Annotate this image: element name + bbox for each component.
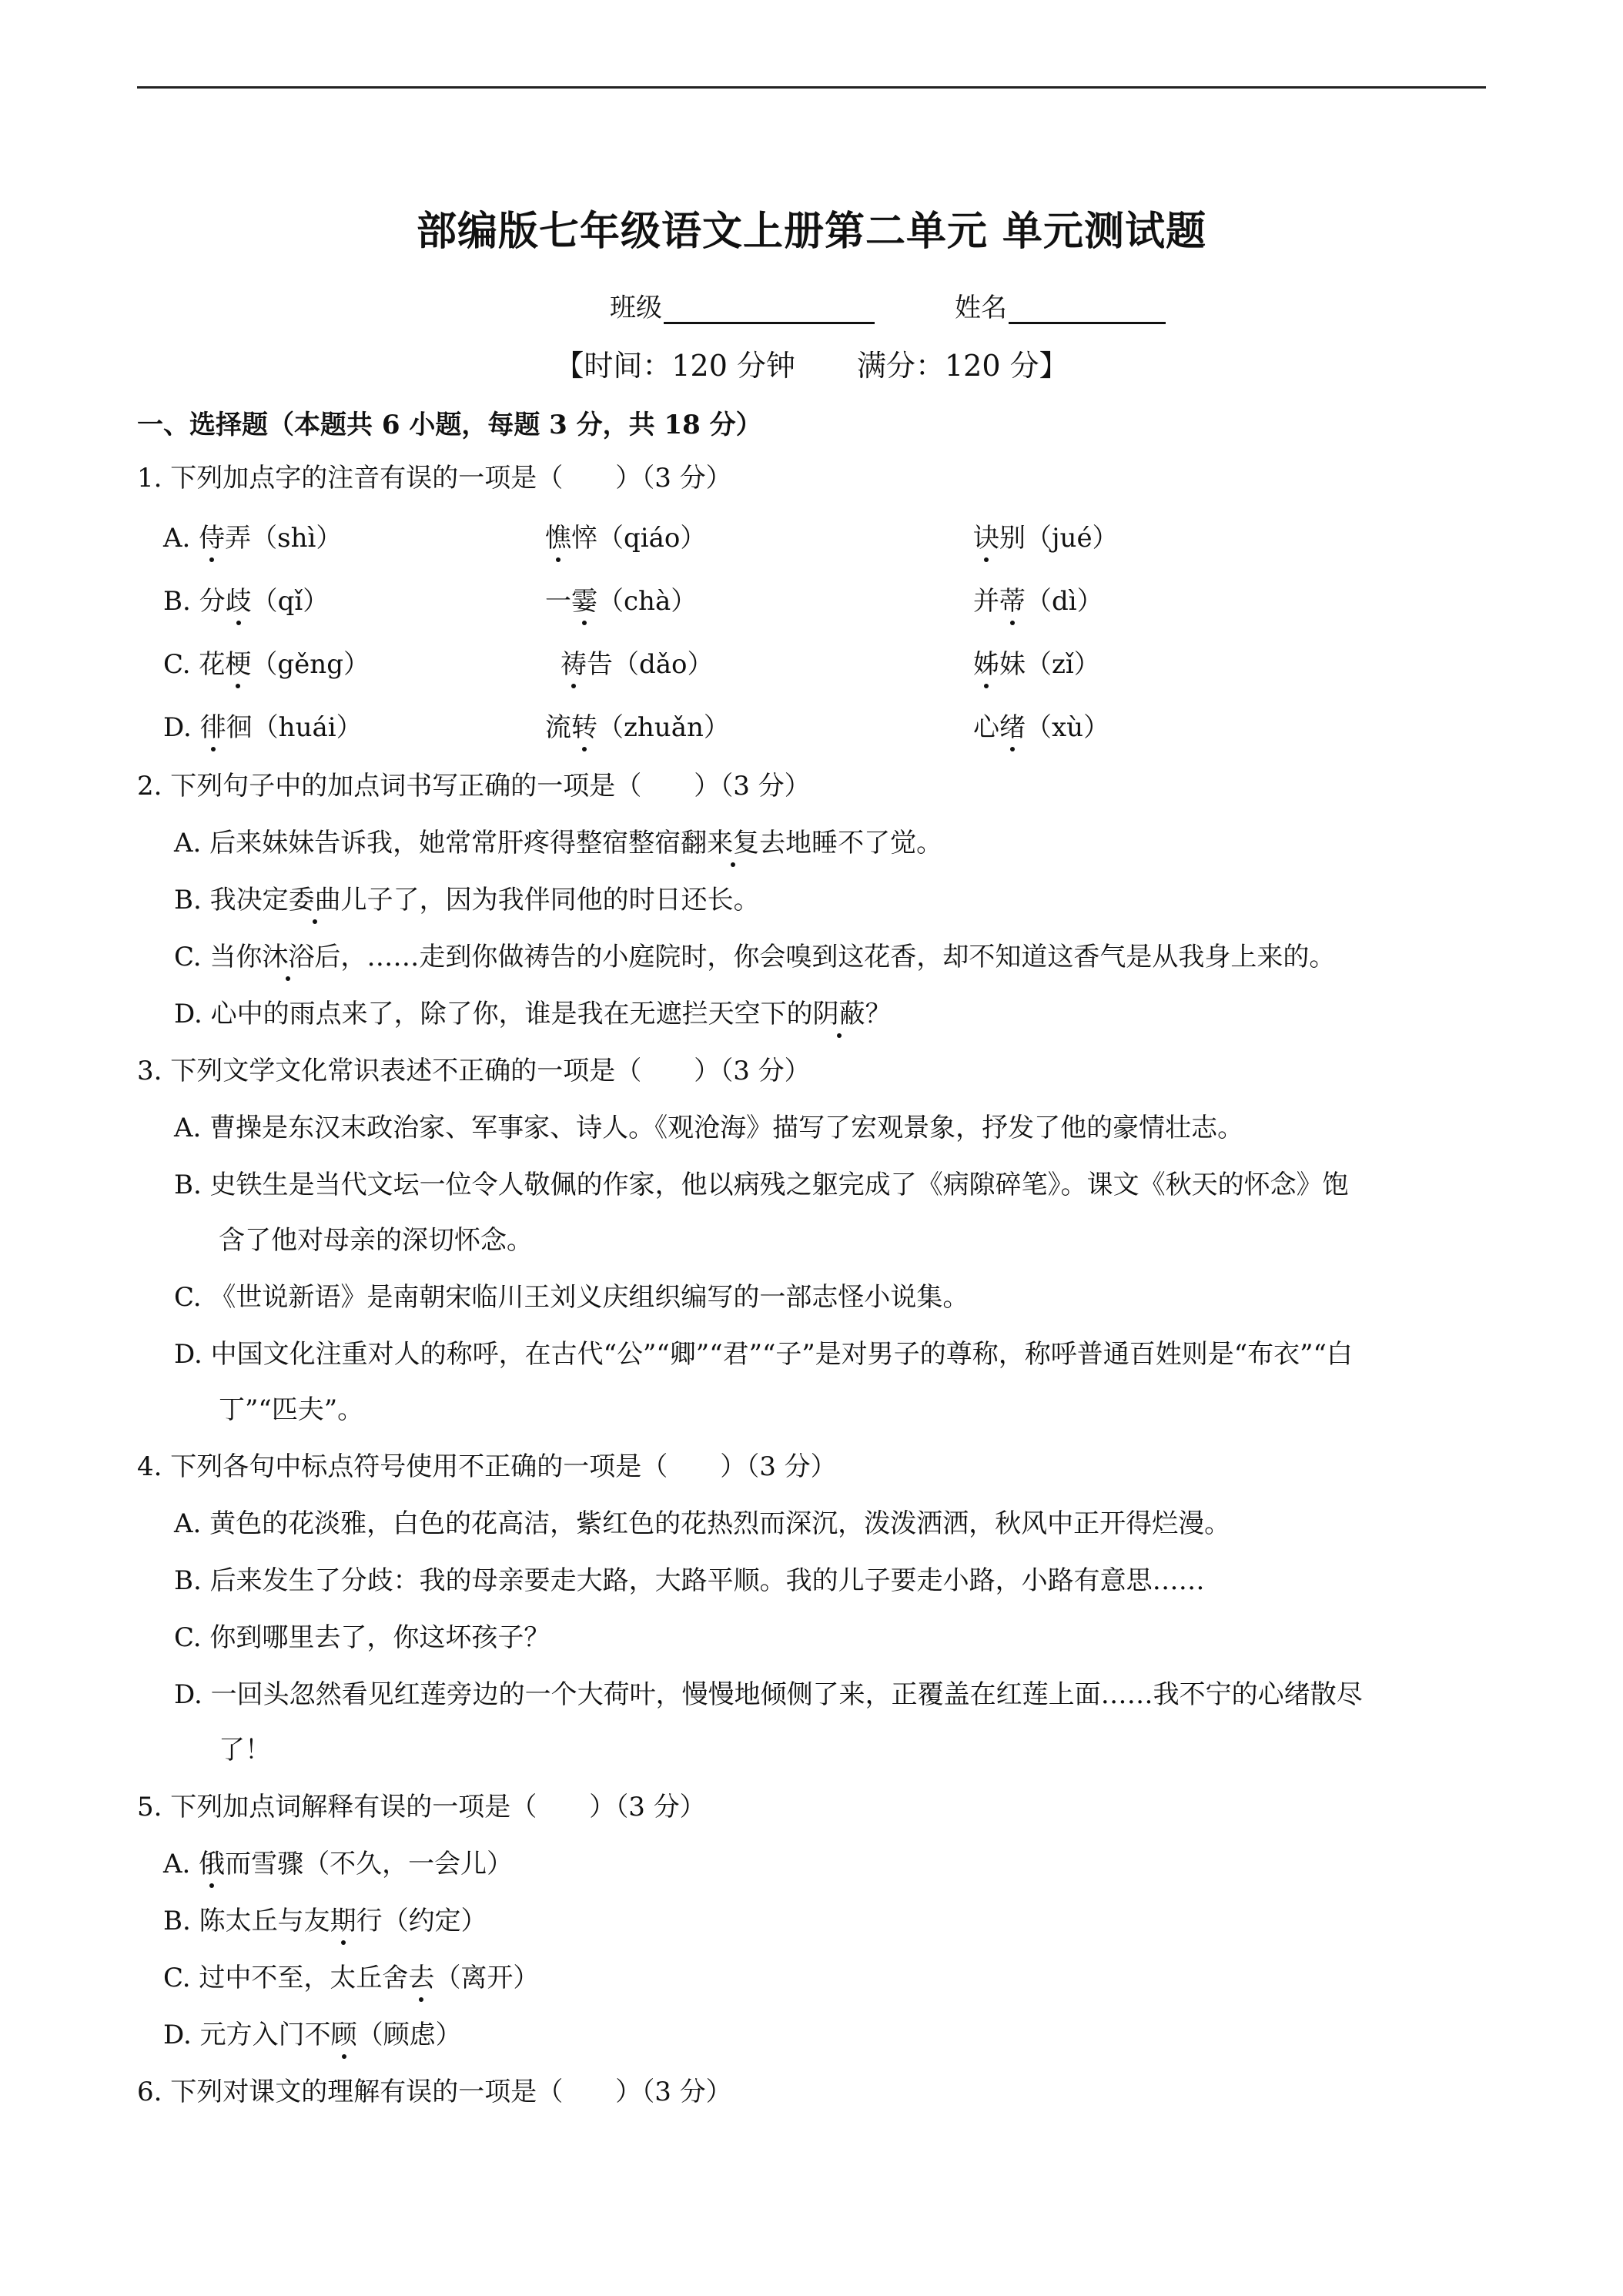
- emphasis-char: 转: [571, 710, 597, 745]
- q3-option-b-cont: 含了他对母亲的深切怀念。: [219, 1225, 533, 1256]
- q1-option-b1: B. 分歧（qǐ）: [163, 584, 329, 619]
- emphasis-word: 沐浴: [262, 939, 314, 975]
- emphasis-char: 憔: [545, 520, 571, 556]
- class-field: [610, 286, 875, 324]
- question-1-stem: 1. 下列加点字的注音有误的一项是（ ）（3 分）: [137, 463, 732, 494]
- q1-option-a3: 诀别（jué）: [973, 520, 1119, 556]
- emphasis-char: 绪: [999, 710, 1026, 745]
- emphasis-char: 诀: [973, 520, 999, 556]
- emphasis-char: 姊: [973, 647, 999, 682]
- q4-option-c: C. 你到哪里去了，你这坏孩子？: [174, 1622, 550, 1653]
- name-field: [955, 286, 1166, 324]
- q5-option-c: C. 过中不至，太丘舍去（离开）: [163, 1960, 539, 1996]
- q5-option-b: B. 陈太丘与友期行（约定）: [163, 1903, 487, 1939]
- q5-option-a: A. 俄而雪骤（不久，一会儿）: [163, 1846, 513, 1882]
- emphasis-char: 顾: [331, 2017, 357, 2053]
- q2-option-c: C. 当你沐浴后，……走到你做祷告的小庭院时，你会嗅到这花香，却不知道这香气是从我身上来的。: [174, 939, 1335, 975]
- q2-option-d: D. 心中的雨点来了，除了你，谁是我在无遮拦天空下的阴蔽？: [174, 996, 892, 1032]
- q1-option-a1: A. 侍弄（shì）: [163, 520, 342, 556]
- emphasis-char: 俄: [199, 1846, 225, 1882]
- q1-option-d2: 流转（zhuǎn）: [545, 710, 730, 745]
- emphasis-char: 去: [408, 1960, 434, 1996]
- q1-option-c2: 祷告（dǎo）: [561, 647, 714, 682]
- q4-option-b: B. 后来发生了分歧：我的母亲要走大路，大路平顺。我的儿子要走小路，小路有意思……: [174, 1565, 1205, 1596]
- class-blank[interactable]: [664, 293, 875, 324]
- question-5-stem: 5. 下列加点词解释有误的一项是（ ）（3 分）: [137, 1792, 706, 1822]
- time-limit: 【时间：120 分钟: [554, 349, 795, 383]
- emphasis-word: 翻来复去: [681, 825, 785, 861]
- q4-option-d: D. 一回头忽然看见红莲旁边的一个大荷叶，慢慢地倾侧了来，正覆盖在红莲上面……我不宁的心绪散尽: [174, 1679, 1363, 1710]
- q1-option-c3: 姊妹（zǐ）: [973, 647, 1100, 682]
- q4-option-d-cont: 了！: [219, 1735, 271, 1766]
- q1-option-b2: 一霎（chà）: [545, 584, 697, 619]
- q3-option-c: C. 《世说新语》是南朝宋临川王刘义庆组织编写的一部志怪小说集。: [174, 1282, 969, 1313]
- full-score: 满分：120 分】: [857, 349, 1069, 383]
- q3-option-b: B. 史铁生是当代文坛一位令人敬佩的作家，他以病残之躯完成了《病隙碎笔》。课文《秋天的怀念》饱: [174, 1170, 1349, 1200]
- emphasis-char: 祷: [561, 647, 587, 682]
- emphasis-char: 蒂: [999, 584, 1026, 619]
- q2-option-a: A. 后来妹妹告诉我，她常常肝疼得整宿整宿翻来复去地睡不了觉。: [174, 825, 942, 861]
- q3-option-d-cont: 丁”“匹夫”。: [219, 1394, 364, 1425]
- emphasis-word: 阴蔽: [813, 996, 865, 1032]
- class-label: 班级: [610, 293, 662, 323]
- q1-option-a2: 憔悴（qiáo）: [545, 520, 706, 556]
- q1-option-d3: 心绪（xù）: [973, 710, 1109, 745]
- q1-option-b3: 并蒂（dì）: [973, 584, 1103, 619]
- q2-option-b: B. 我决定委曲儿子了，因为我伴同他的时日还长。: [174, 882, 760, 918]
- time-score-info: [0, 342, 1623, 384]
- emphasis-char: 徘: [200, 710, 226, 745]
- emphasis-char: 梗: [225, 647, 251, 682]
- student-info: [0, 286, 1623, 325]
- emphasis-char: 歧: [226, 584, 252, 619]
- q1-option-c1: C. 花梗（gěng）: [163, 647, 370, 682]
- name-blank[interactable]: [1009, 293, 1166, 324]
- section-heading: 一、选择题（本题共 6 小题，每题 3 分，共 18 分）: [137, 410, 762, 440]
- emphasis-char: 期: [330, 1903, 356, 1939]
- emphasis-word: 委曲: [289, 882, 341, 918]
- emphasis-char: 侍: [199, 520, 225, 556]
- q3-option-d: D. 中国文化注重对人的称呼，在古代“公”“卿”“君”“子”是对男子的尊称，称呼普通百姓则是“布衣”“白: [174, 1339, 1353, 1370]
- q1-option-d1: D. 徘徊（huái）: [163, 710, 363, 745]
- q5-option-d: D. 元方入门不顾（顾虑）: [163, 2017, 462, 2053]
- page-title: 部编版七年级语文上册第二单元 单元测试题: [416, 208, 1207, 255]
- q3-option-a: A. 曹操是东汉末政治家、军事家、诗人。《观沧海》描写了宏观景象，抒发了他的豪情壮志。: [174, 1113, 1244, 1143]
- question-3-stem: 3. 下列文学文化常识表述不正确的一项是（ ）（3 分）: [137, 1056, 811, 1086]
- name-label: 姓名: [955, 293, 1007, 323]
- question-2-stem: 2. 下列句子中的加点词书写正确的一项是（ ）（3 分）: [137, 771, 811, 802]
- header-rule: [137, 86, 1486, 89]
- q4-option-a: A. 黄色的花淡雅，白色的花高洁，紫红色的花热烈而深沉，泼泼洒洒，秋风中正开得烂漫。: [174, 1508, 1231, 1539]
- question-4-stem: 4. 下列各句中标点符号使用不正确的一项是（ ）（3 分）: [137, 1451, 837, 1482]
- question-6-stem: 6. 下列对课文的理解有误的一项是（ ）（3 分）: [137, 2077, 732, 2107]
- emphasis-char: 霎: [571, 584, 597, 619]
